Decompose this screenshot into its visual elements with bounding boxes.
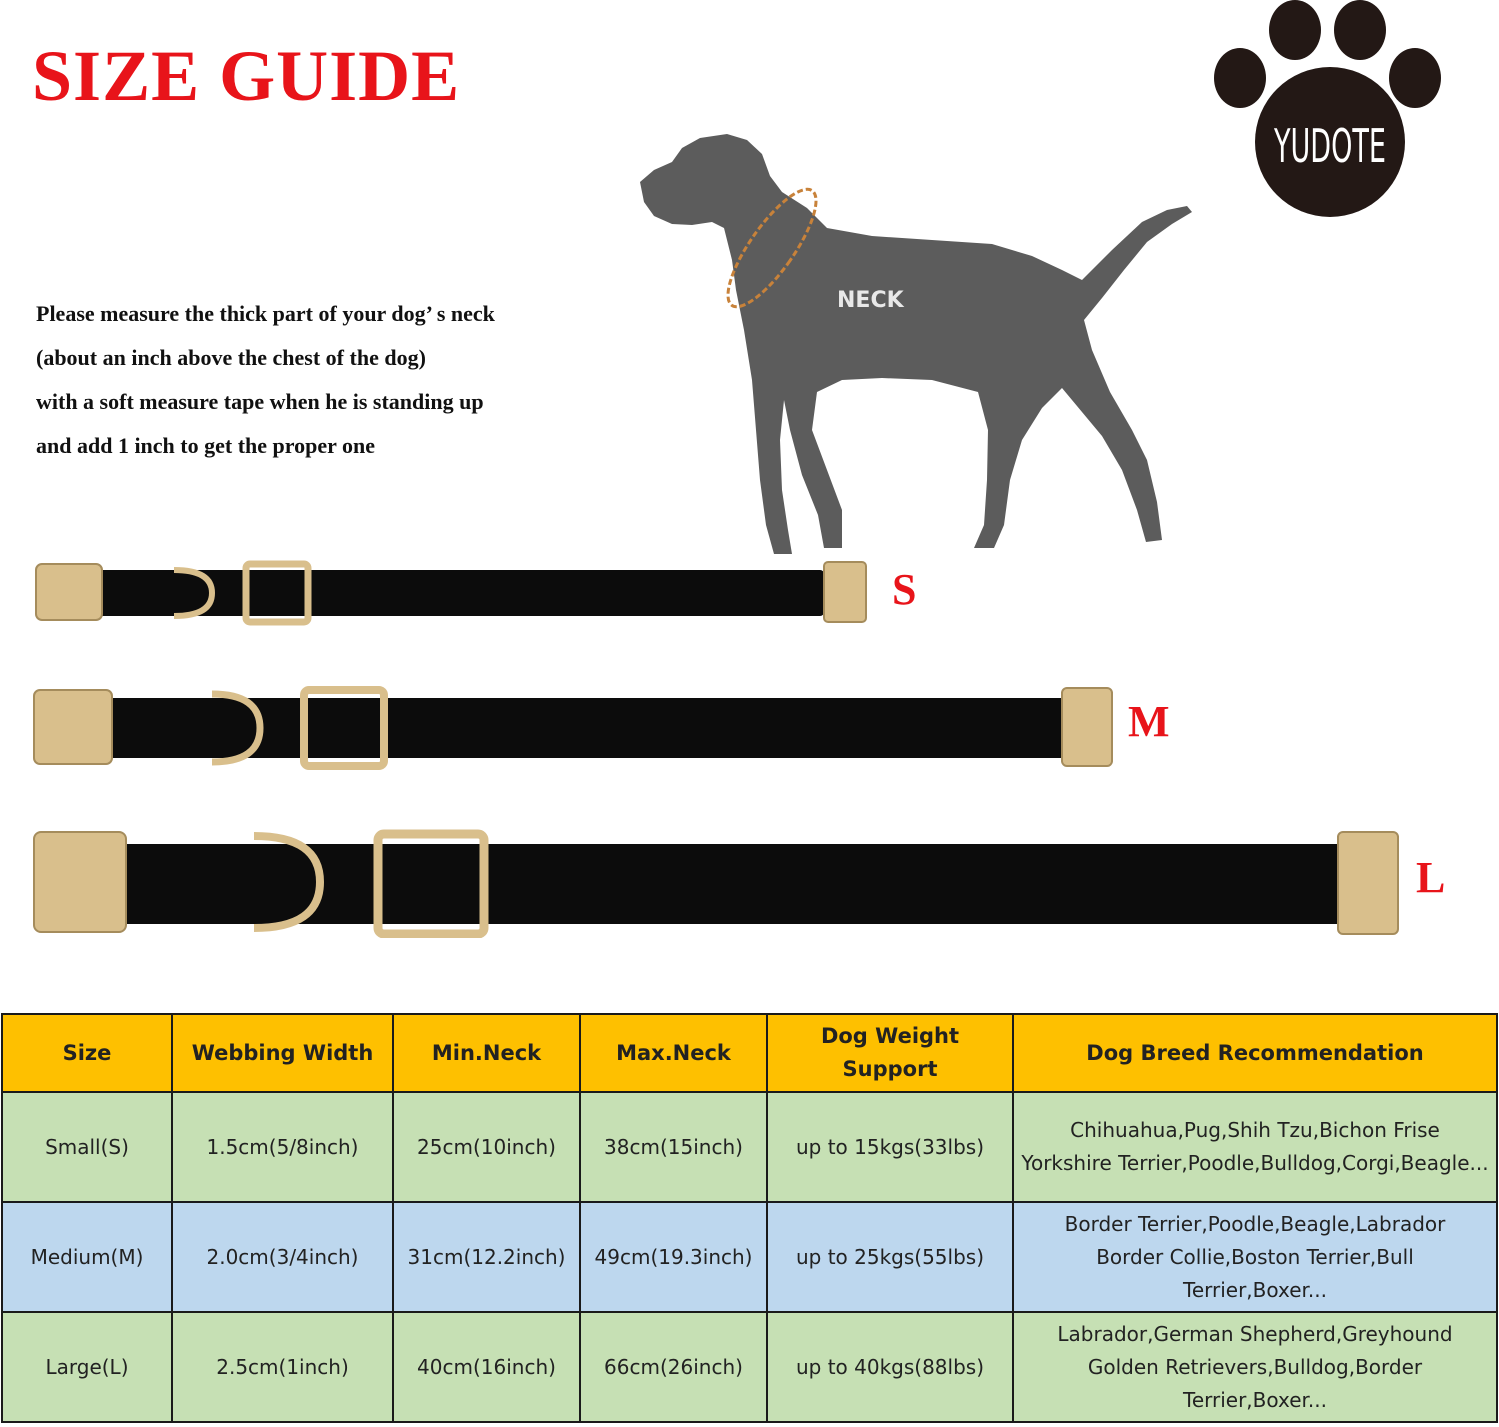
breed-line: Yorkshire Terrier,Poodle,Bulldog,Corgi,Beagle... <box>1021 1151 1489 1175</box>
neck-label: NECK <box>837 288 904 313</box>
logo-text: YUDOTE <box>1273 119 1386 173</box>
cell-size: Small(S) <box>2 1092 172 1202</box>
instruction-line: with a soft measure tape when he is standing up <box>36 389 484 414</box>
page-title: SIZE GUIDE <box>32 36 461 116</box>
collar-large-image <box>32 828 1402 938</box>
paw-icon <box>1210 0 1450 220</box>
measurement-instructions <box>36 292 495 468</box>
instruction-line: (about an inch above the chest of the dog) <box>36 345 426 370</box>
breed-line: Labrador,German Shepherd,Greyhound <box>1057 1321 1453 1346</box>
header-min-neck: Min.Neck <box>393 1014 580 1092</box>
cell-max-neck: 49cm(19.3inch) <box>580 1202 767 1312</box>
cell-breeds <box>1013 1312 1497 1422</box>
breed-line: Terrier,Boxer... <box>1183 1277 1327 1302</box>
cell-width: 2.5cm(1inch) <box>172 1312 393 1422</box>
cell-weight: up to 40kgs(88lbs) <box>767 1312 1013 1422</box>
cell-min-neck: 25cm(10inch) <box>393 1092 580 1202</box>
table-row <box>2 1202 1497 1312</box>
cell-breeds <box>1013 1202 1497 1312</box>
header-size: Size <box>2 1014 172 1092</box>
cell-size: Medium(M) <box>2 1202 172 1312</box>
cell-weight: up to 15kgs(33lbs) <box>767 1092 1013 1202</box>
instruction-line: and add 1 inch to get the proper one <box>36 433 376 458</box>
breed-line: Border Terrier,Poodle,Beagle,Labrador <box>1064 1211 1446 1236</box>
breed-line: Chihuahua,Pug,Shih Tzu,Bichon Frise <box>1070 1118 1440 1142</box>
header-max-neck: Max.Neck <box>580 1014 767 1092</box>
table-row <box>2 1312 1497 1422</box>
header-breed-recommendation: Dog Breed Recommendation <box>1013 1014 1497 1092</box>
cell-breeds <box>1013 1092 1497 1202</box>
cell-max-neck: 66cm(26inch) <box>580 1312 767 1422</box>
breed-line: Border Collie,Boston Terrier,Bull <box>1096 1244 1414 1269</box>
collar-small-image <box>34 558 874 628</box>
breed-line: Golden Retrievers,Bulldog,Border <box>1087 1354 1423 1379</box>
cell-size: Large(L) <box>2 1312 172 1422</box>
dog-silhouette <box>632 130 1202 570</box>
header-weight-support: Dog Weight Support <box>767 1014 1013 1092</box>
table-row <box>2 1092 1497 1202</box>
cell-width: 1.5cm(5/8inch) <box>172 1092 393 1202</box>
size-label-small: S <box>892 565 917 614</box>
cell-min-neck: 40cm(16inch) <box>393 1312 580 1422</box>
cell-max-neck: 38cm(15inch) <box>580 1092 767 1202</box>
cell-weight: up to 25kgs(55lbs) <box>767 1202 1013 1312</box>
size-label-large: L <box>1416 853 1446 902</box>
instruction-line: Please measure the thick part of your dog’ s neck <box>36 301 495 326</box>
breed-line: Terrier,Boxer... <box>1183 1387 1327 1412</box>
size-guide-table <box>1 1013 1498 1423</box>
cell-width: 2.0cm(3/4inch) <box>172 1202 393 1312</box>
size-label-medium: M <box>1128 697 1170 746</box>
table-header-row <box>2 1014 1497 1092</box>
collar-medium-image <box>32 684 1117 772</box>
header-webbing-width: Webbing Width <box>172 1014 393 1092</box>
cell-min-neck: 31cm(12.2inch) <box>393 1202 580 1312</box>
